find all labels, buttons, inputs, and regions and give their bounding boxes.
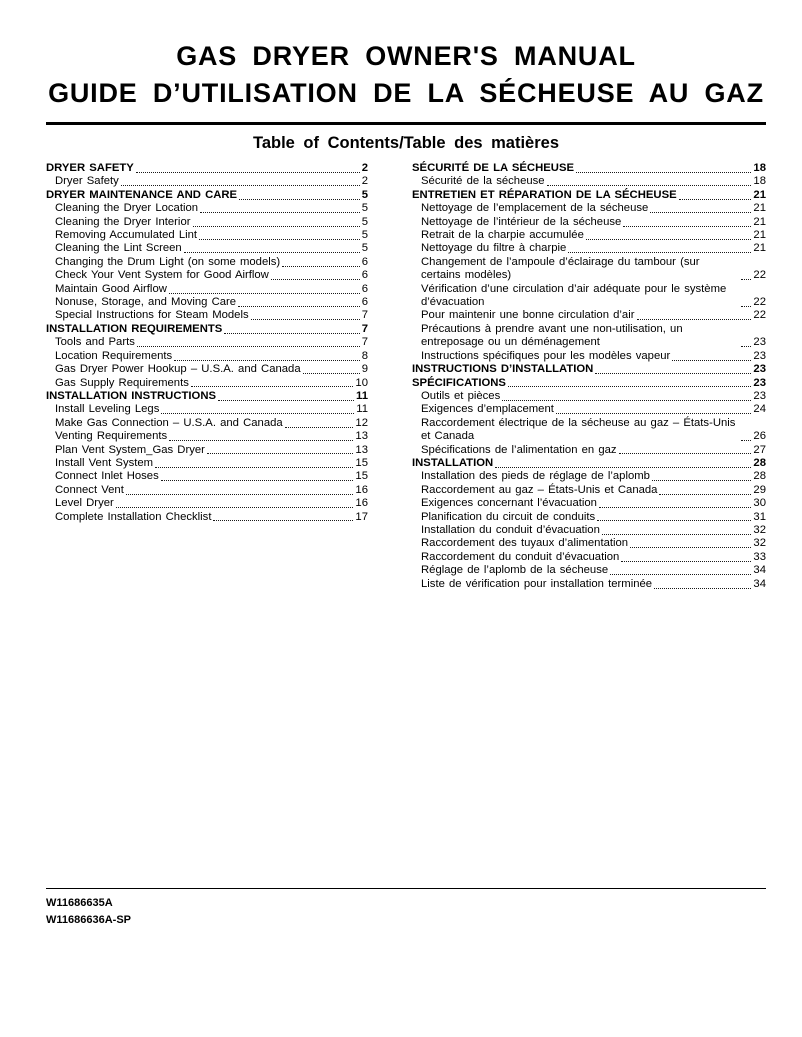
toc-dot-leader bbox=[136, 172, 360, 173]
toc-dot-leader bbox=[568, 252, 751, 253]
toc-entry-label: Make Gas Connection – U.S.A. and Canada bbox=[55, 416, 283, 429]
toc-entry bbox=[412, 417, 766, 444]
toc-entry-page-number: 29 bbox=[753, 483, 766, 496]
toc-entry-label: Changement de l’ampoule d’éclairage du tambour (sur certains modèles) bbox=[421, 255, 700, 282]
toc-section-entry bbox=[46, 162, 368, 175]
toc-right-column bbox=[412, 162, 766, 591]
toc-entry-page-number: 15 bbox=[355, 470, 368, 483]
toc-entry-label: Spécifications de l’alimentation en gaz bbox=[421, 443, 617, 456]
toc-entry-label: Nettoyage de l’intérieur de la sécheuse bbox=[421, 215, 622, 228]
toc-entry bbox=[412, 403, 766, 416]
toc-dot-leader bbox=[161, 413, 354, 414]
toc-entry-page-number: 13 bbox=[355, 443, 368, 456]
toc-entry-label: Special Instructions for Steam Models bbox=[55, 309, 249, 322]
toc-dot-leader bbox=[116, 507, 354, 508]
manual-title-french: GUIDE D’UTILISATION DE LA SÉCHEUSE AU GAZ bbox=[48, 78, 764, 108]
toc-entry-page-number: 26 bbox=[753, 430, 766, 443]
toc-entry bbox=[46, 216, 368, 229]
document-number-primary: W11686635A bbox=[46, 897, 113, 909]
toc-dot-leader bbox=[199, 239, 360, 240]
toc-entry-label: Précautions à prendre avant une non-utilisation, un entreposage ou un déménagement bbox=[421, 322, 683, 349]
toc-entry-label: Réglage de l’aplomb de la sécheuse bbox=[421, 564, 609, 577]
toc-entry-page-number: 22 bbox=[753, 309, 766, 322]
toc-entry-page-number: 8 bbox=[361, 349, 368, 362]
toc-entry-page-number: 5 bbox=[361, 215, 368, 228]
manual-title-block bbox=[46, 38, 766, 112]
toc-dot-leader bbox=[285, 427, 354, 428]
toc-entry bbox=[412, 390, 766, 403]
toc-left-column bbox=[46, 162, 368, 591]
toc-entry bbox=[412, 323, 766, 350]
toc-entry bbox=[412, 551, 766, 564]
toc-entry bbox=[46, 403, 368, 416]
toc-dot-leader bbox=[659, 494, 751, 495]
toc-dot-leader bbox=[595, 373, 751, 374]
toc-entry-label: Vérification d’une circulation d’air adéquate pour le système d’évacuation bbox=[421, 282, 727, 309]
toc-entry-page-number: 33 bbox=[753, 550, 766, 563]
toc-entry-page-number: 18 bbox=[753, 162, 766, 174]
toc-entry-label: Tools and Parts bbox=[55, 336, 135, 349]
toc-dot-leader bbox=[602, 534, 752, 535]
toc-entry-label: Nettoyage de l’emplacement de la sécheuse bbox=[421, 202, 649, 215]
toc-entry-page-number: 7 bbox=[361, 309, 368, 322]
toc-entry-label: Gas Supply Requirements bbox=[55, 376, 189, 389]
toc-entry-label: Planification du circuit de conduits bbox=[421, 510, 596, 523]
toc-dot-leader bbox=[547, 185, 752, 186]
toc-entry bbox=[46, 363, 368, 376]
toc-entry-page-number: 9 bbox=[361, 363, 368, 376]
toc-entry-page-number: 16 bbox=[355, 483, 368, 496]
toc-entry bbox=[412, 350, 766, 363]
toc-dot-leader bbox=[630, 547, 751, 548]
toc-entry-label: Installation du conduit d’évacuation bbox=[421, 523, 600, 536]
toc-entry-label: Connect Vent bbox=[55, 483, 124, 496]
toc-dot-leader bbox=[741, 346, 751, 347]
toc-dot-leader bbox=[303, 373, 360, 374]
toc-entry bbox=[412, 202, 766, 215]
toc-dot-leader bbox=[169, 440, 353, 441]
toc-entry-label: Raccordement au gaz – États-Unis et Canada bbox=[421, 483, 658, 496]
toc-entry bbox=[412, 283, 766, 310]
toc-section-entry bbox=[412, 457, 766, 470]
toc-entry-label: Pour maintenir une bonne circulation d’air bbox=[421, 309, 635, 322]
toc-entry-page-number: 13 bbox=[355, 430, 368, 443]
toc-entry-label: Sécurité de la sécheuse bbox=[421, 175, 545, 188]
header-divider-rule bbox=[46, 122, 766, 125]
toc-entry-label: Raccordement électrique de la sécheuse au gaz – États-Unis et Canada bbox=[421, 416, 736, 443]
toc-entry-page-number: 17 bbox=[355, 510, 368, 523]
toc-entry bbox=[412, 175, 766, 188]
toc-entry-label: Nettoyage du filtre à charpie bbox=[421, 242, 567, 255]
toc-dot-leader bbox=[174, 360, 360, 361]
toc-columns bbox=[46, 162, 766, 591]
toc-entry-page-number: 15 bbox=[355, 456, 368, 469]
toc-entry-label: Venting Requirements bbox=[55, 430, 168, 443]
toc-dot-leader bbox=[599, 507, 751, 508]
toc-entry bbox=[412, 242, 766, 255]
toc-entry-page-number: 6 bbox=[361, 282, 368, 295]
toc-section-entry bbox=[412, 162, 766, 175]
toc-entry-page-number: 5 bbox=[361, 242, 368, 255]
toc-entry bbox=[46, 484, 368, 497]
toc-dot-leader bbox=[213, 520, 353, 521]
toc-dot-leader bbox=[502, 400, 751, 401]
toc-entry bbox=[46, 283, 368, 296]
toc-entry bbox=[412, 470, 766, 483]
toc-entry-page-number: 5 bbox=[361, 229, 368, 242]
toc-dot-leader bbox=[576, 172, 751, 173]
toc-entry bbox=[46, 350, 368, 363]
toc-dot-leader bbox=[597, 520, 751, 521]
toc-entry-page-number: 24 bbox=[753, 403, 766, 416]
toc-dot-leader bbox=[238, 306, 360, 307]
toc-entry-page-number: 23 bbox=[753, 363, 766, 376]
toc-dot-leader bbox=[679, 199, 752, 200]
toc-dot-leader bbox=[239, 199, 360, 200]
toc-entry bbox=[46, 175, 368, 188]
toc-entry-label: ENTRETIEN ET RÉPARATION DE LA SÉCHEUSE bbox=[412, 188, 677, 201]
toc-entry-page-number: 32 bbox=[753, 523, 766, 536]
toc-dot-leader bbox=[637, 319, 752, 320]
toc-dot-leader bbox=[200, 212, 360, 213]
toc-dot-leader bbox=[271, 279, 360, 280]
toc-entry-label: INSTALLATION INSTRUCTIONS bbox=[46, 389, 217, 402]
toc-entry bbox=[412, 524, 766, 537]
toc-entry bbox=[412, 309, 766, 322]
toc-entry-label: Cleaning the Lint Screen bbox=[55, 242, 182, 255]
toc-entry bbox=[46, 497, 368, 510]
toc-entry-label: Nonuse, Storage, and Moving Care bbox=[55, 296, 237, 309]
toc-entry-page-number: 31 bbox=[753, 510, 766, 523]
toc-entry bbox=[412, 229, 766, 242]
toc-entry-page-number: 5 bbox=[361, 188, 368, 201]
toc-dot-leader bbox=[191, 386, 354, 387]
toc-entry-page-number: 28 bbox=[753, 456, 766, 469]
toc-entry-label: Maintain Good Airflow bbox=[55, 282, 167, 295]
toc-entry bbox=[46, 229, 368, 242]
toc-entry bbox=[46, 202, 368, 215]
toc-entry-page-number: 7 bbox=[361, 336, 368, 349]
toc-dot-leader bbox=[169, 293, 360, 294]
toc-entry-label: Dryer Safety bbox=[55, 175, 119, 188]
toc-entry-page-number: 11 bbox=[356, 389, 368, 402]
toc-section-entry bbox=[412, 377, 766, 390]
toc-section-entry bbox=[46, 390, 368, 403]
toc-entry-page-number: 21 bbox=[753, 188, 766, 201]
toc-dot-leader bbox=[621, 561, 751, 562]
toc-entry-page-number: 16 bbox=[355, 497, 368, 510]
toc-entry-label: Outils et pièces bbox=[421, 389, 501, 402]
toc-dot-leader bbox=[207, 453, 354, 454]
toc-dot-leader bbox=[218, 400, 354, 401]
toc-entry bbox=[46, 457, 368, 470]
toc-entry bbox=[412, 444, 766, 457]
toc-entry bbox=[46, 417, 368, 430]
page-footer bbox=[46, 888, 766, 929]
toc-entry-label: DRYER SAFETY bbox=[46, 162, 134, 174]
toc-entry-page-number: 2 bbox=[361, 162, 368, 174]
toc-dot-leader bbox=[251, 319, 360, 320]
toc-entry-label: Raccordement du conduit d’évacuation bbox=[421, 550, 620, 563]
toc-entry bbox=[412, 578, 766, 591]
toc-entry-page-number: 32 bbox=[753, 537, 766, 550]
toc-dot-leader bbox=[126, 494, 354, 495]
toc-section-entry bbox=[46, 323, 368, 336]
toc-entry-label: Raccordement des tuyaux d’alimentation bbox=[421, 537, 629, 550]
toc-entry bbox=[46, 256, 368, 269]
toc-dot-leader bbox=[741, 279, 751, 280]
toc-entry bbox=[46, 444, 368, 457]
toc-entry-page-number: 7 bbox=[361, 322, 368, 335]
toc-entry bbox=[412, 256, 766, 283]
toc-entry-label: Install Vent System bbox=[55, 456, 154, 469]
toc-dot-leader bbox=[193, 226, 360, 227]
toc-entry-page-number: 23 bbox=[753, 376, 766, 389]
toc-section-entry bbox=[412, 189, 766, 202]
toc-dot-leader bbox=[282, 266, 360, 267]
toc-entry-page-number: 23 bbox=[753, 349, 766, 362]
toc-entry-label: SPÉCIFICATIONS bbox=[412, 376, 506, 389]
toc-entry-page-number: 11 bbox=[356, 403, 368, 416]
manual-title-english: GAS DRYER OWNER'S MANUAL bbox=[176, 41, 636, 71]
toc-dot-leader bbox=[121, 185, 360, 186]
toc-entry bbox=[46, 309, 368, 322]
toc-dot-leader bbox=[741, 440, 751, 441]
toc-dot-leader bbox=[610, 574, 751, 575]
toc-dot-leader bbox=[224, 333, 359, 334]
toc-entry-page-number: 21 bbox=[753, 229, 766, 242]
toc-entry bbox=[46, 336, 368, 349]
toc-dot-leader bbox=[508, 386, 751, 387]
toc-dot-leader bbox=[652, 480, 751, 481]
toc-entry bbox=[46, 269, 368, 282]
toc-entry bbox=[412, 564, 766, 577]
toc-entry-label: INSTRUCTIONS D’INSTALLATION bbox=[412, 363, 594, 376]
toc-dot-leader bbox=[623, 226, 751, 227]
toc-dot-leader bbox=[155, 467, 353, 468]
toc-dot-leader bbox=[495, 467, 751, 468]
toc-entry-label: Check Your Vent System for Good Airflow bbox=[55, 269, 269, 282]
toc-entry bbox=[412, 216, 766, 229]
toc-dot-leader bbox=[619, 453, 752, 454]
toc-entry bbox=[412, 484, 766, 497]
toc-entry-page-number: 10 bbox=[355, 376, 368, 389]
toc-entry-page-number: 21 bbox=[753, 215, 766, 228]
toc-entry bbox=[46, 377, 368, 390]
toc-entry-page-number: 22 bbox=[753, 296, 766, 309]
toc-entry-label: Liste de vérification pour installation terminée bbox=[421, 577, 653, 590]
toc-entry bbox=[46, 242, 368, 255]
toc-entry bbox=[412, 537, 766, 550]
toc-entry-label: INSTALLATION REQUIREMENTS bbox=[46, 322, 223, 335]
toc-entry-label: Level Dryer bbox=[55, 497, 114, 510]
toc-entry-label: Cleaning the Dryer Location bbox=[55, 202, 199, 215]
toc-dot-leader bbox=[586, 239, 752, 240]
toc-entry-label: Instructions spécifiques pour les modèles vapeur bbox=[421, 349, 671, 362]
toc-entry-page-number: 21 bbox=[753, 202, 766, 215]
toc-dot-leader bbox=[654, 588, 751, 589]
toc-entry-label: Location Requirements bbox=[55, 349, 173, 362]
toc-entry-page-number: 6 bbox=[361, 296, 368, 309]
toc-entry-page-number: 21 bbox=[753, 242, 766, 255]
toc-entry-page-number: 23 bbox=[753, 389, 766, 402]
toc-entry-label: Complete Installation Checklist bbox=[55, 510, 212, 523]
toc-section-entry bbox=[46, 189, 368, 202]
toc-entry-label: Cleaning the Dryer Interior bbox=[55, 215, 191, 228]
toc-dot-leader bbox=[184, 252, 360, 253]
toc-entry-label: Plan Vent System_Gas Dryer bbox=[55, 443, 205, 456]
toc-entry-page-number: 18 bbox=[753, 175, 766, 188]
toc-dot-leader bbox=[137, 346, 360, 347]
toc-entry-page-number: 6 bbox=[361, 269, 368, 282]
footer-divider-rule bbox=[46, 888, 766, 889]
toc-entry-label: Exigences d’emplacement bbox=[421, 403, 554, 416]
toc-entry-page-number: 34 bbox=[753, 577, 766, 590]
toc-entry bbox=[412, 497, 766, 510]
toc-dot-leader bbox=[161, 480, 354, 481]
toc-entry-page-number: 5 bbox=[361, 202, 368, 215]
toc-entry bbox=[412, 511, 766, 524]
toc-entry bbox=[46, 430, 368, 443]
toc-entry-page-number: 27 bbox=[753, 443, 766, 456]
toc-entry-label: Installation des pieds de réglage de l’aplomb bbox=[421, 470, 650, 483]
toc-dot-leader bbox=[672, 360, 751, 361]
toc-entry-label: DRYER MAINTENANCE AND CARE bbox=[46, 188, 238, 201]
toc-heading: Table of Contents/Table des matières bbox=[252, 134, 560, 152]
toc-entry-page-number: 22 bbox=[753, 269, 766, 282]
toc-entry bbox=[46, 296, 368, 309]
toc-dot-leader bbox=[650, 212, 751, 213]
toc-entry-label: Gas Dryer Power Hookup – U.S.A. and Canada bbox=[55, 363, 301, 376]
toc-entry-label: Connect Inlet Hoses bbox=[55, 470, 159, 483]
toc-entry-label: Retrait de la charpie accumulée bbox=[421, 229, 584, 242]
toc-section-entry bbox=[412, 363, 766, 376]
toc-entry-page-number: 30 bbox=[753, 497, 766, 510]
toc-entry-label: SÉCURITÉ DE LA SÉCHEUSE bbox=[412, 162, 575, 174]
toc-entry-page-number: 23 bbox=[753, 336, 766, 349]
toc-entry bbox=[46, 511, 368, 524]
toc-entry-page-number: 12 bbox=[355, 416, 368, 429]
toc-entry-label: INSTALLATION bbox=[412, 456, 494, 469]
toc-entry-label: Removing Accumulated Lint bbox=[55, 229, 198, 242]
document-number-spanish: W11686636A-SP bbox=[46, 914, 131, 926]
toc-entry-page-number: 28 bbox=[753, 470, 766, 483]
toc-entry bbox=[46, 470, 368, 483]
toc-entry-label: Install Leveling Legs bbox=[55, 403, 160, 416]
toc-dot-leader bbox=[741, 306, 751, 307]
toc-entry-page-number: 34 bbox=[753, 564, 766, 577]
toc-dot-leader bbox=[556, 413, 752, 414]
toc-entry-page-number: 6 bbox=[361, 255, 368, 268]
toc-entry-page-number: 2 bbox=[361, 175, 368, 188]
toc-entry-label: Exigences concernant l’évacuation bbox=[421, 497, 597, 510]
toc-entry-label: Changing the Drum Light (on some models) bbox=[55, 255, 281, 268]
